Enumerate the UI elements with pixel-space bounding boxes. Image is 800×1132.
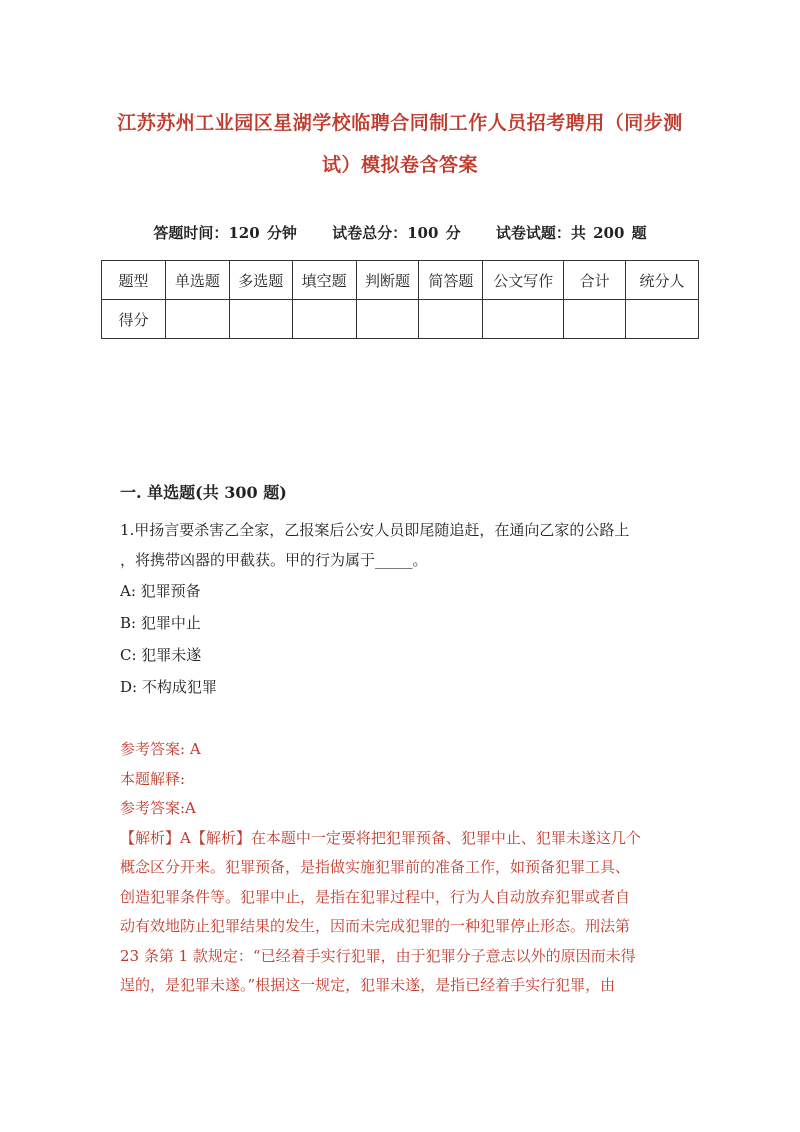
title-line-2: 试）模拟卷含答案	[321, 154, 478, 176]
option-c: C: 犯罪未遂	[120, 646, 202, 664]
score-value-row	[102, 300, 699, 339]
meta-time: 答题时间：120 分钟	[153, 224, 297, 242]
question-line: 1.甲扬言要杀害乙全家，乙报案后公安人员即尾随追赶，在通向乙家的公路上	[120, 521, 630, 539]
score-header-cell: 统分人	[626, 261, 699, 300]
score-header-cell: 填空题	[292, 261, 356, 300]
score-cell	[229, 300, 292, 339]
answer-line: 逞的，是犯罪未遂。”根据这一规定，犯罪未遂，是指已经着手实行犯罪，由	[120, 976, 616, 994]
answer-ref-2: 参考答案:A	[120, 799, 196, 817]
answer-ref: 参考答案: A	[120, 740, 201, 758]
question-options	[120, 575, 217, 703]
score-header-cell: 合计	[564, 261, 626, 300]
exam-meta	[100, 222, 700, 243]
score-header-cell: 判断题	[356, 261, 419, 300]
answer-line: 【解析】A【解析】在本题中一定要将把犯罪预备、犯罪中止、犯罪未遂这几个	[120, 828, 641, 847]
answer-explain-label: 本题解释:	[120, 769, 186, 788]
option-b: B: 犯罪中止	[120, 614, 201, 632]
score-cell	[483, 300, 564, 339]
option-a: A: 犯罪预备	[120, 582, 201, 600]
score-cell	[564, 300, 626, 339]
score-header-cell: 简答题	[419, 261, 483, 300]
score-cell	[165, 300, 229, 339]
answer-line: 23 条第 1 款规定：“已经着手实行犯罪，由于犯罪分子意志以外的原因而未得	[120, 946, 636, 965]
score-table	[101, 260, 699, 339]
section-title: 一. 单选题(共 300 题)	[120, 483, 287, 502]
score-cell	[626, 300, 699, 339]
answer-line: 动有效地防止犯罪结果的发生，因而未完成犯罪的一种犯罪停止形态。刑法第	[120, 917, 631, 935]
meta-total: 试卷总分：100 分	[332, 224, 461, 242]
answer-line: 创造犯罪条件等。犯罪中止，是指在犯罪过程中，行为人自动放弃犯罪或者自	[120, 887, 631, 906]
score-header-row	[102, 261, 699, 300]
answer-line: 概念区分开来。犯罪预备，是指做实施犯罪前的准备工作，如预备犯罪工具、	[120, 858, 631, 876]
question-line: ，将携带凶器的甲截获。甲的行为属于_____。	[120, 551, 428, 569]
score-header-cell: 单选题	[165, 261, 229, 300]
score-row-label: 得分	[102, 300, 166, 339]
question-text	[120, 515, 680, 575]
meta-count: 试卷试题：共 200 题	[495, 224, 647, 242]
score-header-cell: 多选题	[229, 261, 292, 300]
document-title	[100, 102, 700, 186]
title-line-1: 江苏苏州工业园区星湖学校临聘合同制工作人员招考聘用（同步测	[117, 112, 683, 134]
option-d: D: 不构成犯罪	[120, 678, 217, 696]
score-cell	[419, 300, 483, 339]
score-header-cell: 题型	[102, 261, 166, 300]
score-cell	[356, 300, 419, 339]
answer-block	[120, 735, 682, 1001]
score-cell	[292, 300, 356, 339]
score-header-cell: 公文写作	[483, 261, 564, 300]
